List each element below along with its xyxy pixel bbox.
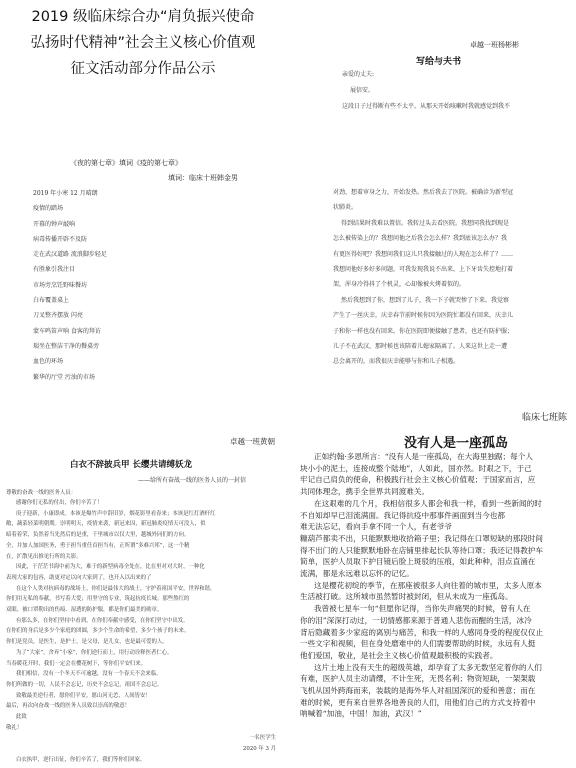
essay-right-line: 块小小的泥土，连接成整个陆地”，人如此，国亦然。时艰之下，于己 xyxy=(300,463,532,473)
essay-left-salutation: 尊敬的奋战一线的医务人员： xyxy=(6,490,77,496)
essay-right-line: 糠葫芦都卖不出，只能默默地收拾箱子里；我记得在口罩短缺的那段时间 xyxy=(300,533,543,543)
letter-line: 对劲，想着审身之力，开始发热。然后我去了医院。被确诊为新型冠 xyxy=(333,189,514,196)
essay-right-line: 有难，医护人员主动请缨，不计生死，无畏名利；物资短缺，一架架载 xyxy=(300,674,536,684)
poem-line: 蒙车鸣笛声响 食客的拜访 xyxy=(33,327,101,335)
letter-line: 架，浑身冷得抖了个机灵，心却像被火烤着似的。 xyxy=(333,281,466,289)
poem-line: 2019 年小寒 12 月晴朗 xyxy=(33,190,98,197)
letter-line: 状肺炎。 xyxy=(333,204,358,212)
essay-left-line: 你们所做的一切，人民不会忘记，历史不会忘记，祖国不会忘记。 xyxy=(6,681,163,688)
poem-line: 繁华的厅堂 污浊的市场 xyxy=(33,373,95,381)
essay-left-line: 双眼、被口罩勒出的伤痕、湿透的防护服，都是你们最美的勋章。 xyxy=(6,607,163,614)
poem-line: 白布覆盖桌上 xyxy=(33,297,70,305)
letter-line: 怎么被传染上的？我想问他之后我会怎么样？我到底该怎么办？我 xyxy=(333,235,508,243)
essay-left-line: 敞，蔬菜轻菜明朝期。崇明明天，疫情来袭，新冠来囚，新冠肺炎疫情天可没人，似 xyxy=(6,521,206,528)
essay-left-line: 因此，于茫茫书海中前为大，难于的新型病毒全处在，比在里对对大时，一种化 xyxy=(16,564,205,571)
essay-right-line: 这片土地上没有天生的超级英雄，却孕育了太多无数坚定着你的人们 xyxy=(314,662,542,672)
poem-line: 血色的环场 xyxy=(33,358,64,366)
page-title-line-3: 征文活动部分作品公示 xyxy=(70,61,216,77)
letter-author: 卓越一班杨彬彬 xyxy=(470,41,519,49)
poem-line: 市场旁烹饪野味餐坊 xyxy=(33,281,88,289)
letter-greeting: 展信安。 xyxy=(350,87,375,94)
letter-line: 我想问他好多好多问题，可我发现我说不出来，上下牙齿失控地打着 xyxy=(333,266,514,274)
letter-salutation: 亲爱的丈夫: xyxy=(342,71,375,78)
letter-continued xyxy=(333,185,571,370)
essay-right-line: 他们爱国，敬业，是社会主义核心价值观最积极的实践者。 xyxy=(300,650,498,660)
essay-left-heading: 白衣不辞披兵甲 长缨共请缚妖龙 xyxy=(70,460,192,470)
essay-left-line: 在这个人类对抗病毒的战场上，你们是最伟大的战士，守护着祖国平安，世界和谐。 xyxy=(16,585,216,592)
essay-right-line: 牢记自己肩负的使命，积极践行社会主义核心价值观；于国家而言，应 xyxy=(300,475,536,485)
essay-right-line: 呐喊着“加油，中国！加油，武汉！” xyxy=(300,709,422,719)
essay-right-line: 共同体理念，携手全世界共同渡难关。 xyxy=(300,487,430,497)
essay-left-line: 此致 xyxy=(16,714,27,721)
poem-line: 瑞坐在整洁干净的餐桌旁 xyxy=(33,342,100,350)
poem-heading: 《夜的第七章》填词《疫的第七章》 xyxy=(70,159,182,167)
essay-right-heading: 没有人是一座孤岛 xyxy=(404,436,509,451)
letter-line: 有更医得好吧？我想问我们这儿只我接触过的人现在怎么样了？…… xyxy=(333,250,514,258)
page-title-line-2: 弘扬时代精神”社会主义核心价值观 xyxy=(30,35,256,51)
essay-left-line: 你们用无私的奉献，书写着大爱；用坚守的专业，筑起抗疫长城。那些熬红的 xyxy=(6,596,190,603)
essay-left-line: 庚子迎新，小康即成。本该是爆竹声中辞旧岁，烟花影里看春来；本该是红灯酒杆红 xyxy=(16,510,216,517)
poem-line: 刀叉整齐摆放 闪亮 xyxy=(33,312,83,320)
essay-right-line: 在这艰难的几个月，我相信很多人都会和我一样，看到一些新闻的时 xyxy=(314,498,542,508)
essay-right-line: 我曾被七星车一句“但愿你记得，当你失声痛哭的时候，曾有人在 xyxy=(314,604,531,614)
essay-left-line: 在你们的身后是多少个家庭的团圆，多少个生命的希望，多少个孩子的未来。 xyxy=(6,628,190,635)
essay-left-line: 表现大家的包容，助更对定以向大家到了，也开入以出来的了 xyxy=(6,574,152,581)
essay-left-body xyxy=(6,498,276,766)
essay-right-line: 这是樱花初绽的季节，在那座被很多人向往着的城市里，太多人原本 xyxy=(314,580,542,590)
letter-line: 子和你一样也没有回来。你在医院即便接触了患者，也还有防护服； xyxy=(333,327,514,335)
essay-right-line: 简单，医护人员取下护目镜后脸上斑驳的压痕，如此种种，泪点直涌在 xyxy=(300,557,536,567)
poem-line: 疫情的踏场 xyxy=(33,205,64,213)
essay-left-line: 有那么多，在你们坚持中看到，在你们奉献中感受，在你们坚守中出发。 xyxy=(16,617,189,624)
poem-line: 开幕的钟声敲响 xyxy=(33,220,76,228)
essay-right-line: 难的时候，更有来自世界各地善良的人们，用他们自己的方式支持着中 xyxy=(300,697,536,707)
essay-right-line: 流满，都是永远难以忘怀的记忆。 xyxy=(300,569,414,579)
poem-author: 填词：临床十班韩金男 xyxy=(168,174,238,182)
essay-right-line: 飞机从国外跨海而来，装载的是海外华人对祖国深沉的爱和善意；而在 xyxy=(300,686,536,696)
essay-right-line: 你的泪”深深打动过，一切情感都来源于普通人悲伤而醒的生活，冰冷 xyxy=(300,615,532,625)
essay-right-line: 背后隐藏着多少家庭的离别与痛苦，和我一样的人感同身受的程度仅仅止 xyxy=(300,627,543,637)
letter-line: 总会离开的，而我很庆幸能够与你和儿子相遇。 xyxy=(333,358,460,366)
page-title xyxy=(0,4,286,82)
essay-left-line: 致敬最美逆行者，愿你们平安，愿山河无恙，人间皆安！ xyxy=(16,692,151,699)
poem-body xyxy=(33,186,273,385)
essay-right-body xyxy=(300,451,576,720)
essay-right-line: 生活被打破。这所城市虽然暂时被封闭，但从未成为一座孤岛。 xyxy=(300,592,513,602)
essay-left-line: 感谢你们无私的付出，你们辛苦了！ xyxy=(16,500,103,506)
poem-line: 病毒传播开辟不及防 xyxy=(33,235,88,243)
essay-left-line: 为了“大家”，舍弃“小家”，你们逆行而上，用行动诠释医者仁心。 xyxy=(16,649,173,656)
essay-left-line: 白衣执甲，逆行出征，你们辛苦了，我们等你们回家。 xyxy=(16,756,146,763)
letter-line: 儿子不在武汉，那时候也该陪着儿媳家隔离了。人来这世上走一遭 xyxy=(333,343,508,351)
page-title-line-1: 2019 级临床综合办“肩负振兴使命 xyxy=(31,9,255,25)
essay-right-line: 得不出门的人只能默默地卧在店铺里排起长队等待口罩；我还记得教护车 xyxy=(300,545,543,555)
essay-left-line: 我们相信，没有一个冬天不可逾越，没有一个春天不会来临。 xyxy=(16,671,162,678)
essay-left-line: 暗着着荣，负然着当先然后的是重，千里城市以仅大里，越城外同们的方向。 xyxy=(6,532,190,539)
essay-left-line: 你们是党员，是医生，是护士，是父母，是儿女，也是最可爱的人。 xyxy=(6,639,168,646)
essay-right-line: 不自知却早已泪流满面。我记得抗疫中那事件画面到当今也都 xyxy=(300,510,506,520)
essay-left-line: 当春暖花开时，我们一定会在樱花树下，等你们平安归来。 xyxy=(6,660,147,667)
essay-left-line: 最后，再次向奋战一线的医务人员致以崇高的敬意！ xyxy=(6,703,130,710)
essay-right-line: 难无法忘记，看向手拿不同一个人，有老爷爷 xyxy=(300,522,452,532)
poem-line: 有胜象引我注目 xyxy=(33,266,76,274)
essay-left-line: 一名医学生 xyxy=(249,735,276,742)
essay-right-line: 一些文字和视频，但在身处磨难中的人们需要帮助的时候，永远有人挺 xyxy=(300,639,536,649)
poem-line: 走在武汉道路 流浪脚步轻足 xyxy=(33,251,107,259)
essay-left-line: 在，扩散见出推见行所的关影。 xyxy=(6,553,82,560)
letter-intro: 这段日子过得断有些不太平。从那天开始咳嗽时我就感觉到我不 xyxy=(342,103,511,110)
letter-line: 产生了一丝庆幸，庆幸春节前时候你因为医院忙都没有回来，庆幸儿 xyxy=(333,312,514,320)
essay-right-line: 正如约翰·多恩所言：“没有人是一座孤岛，在大海里独踞；每个人 xyxy=(314,452,533,461)
letter-line: 得到结果时我难以置信。我转过头去看医院。我想同我找到现是 xyxy=(341,219,510,227)
letter-line: 然后我想到了你，想到了儿子，我一下子就哭惨了下来。我觉察 xyxy=(341,296,510,304)
essay-right-author: 临床七班陈 xyxy=(522,413,568,423)
essay-left-line: 敬礼！ xyxy=(6,724,23,731)
essay-left-subheading: ——给所有奋战一线的医务人员的一封信 xyxy=(138,477,247,484)
essay-left-line: 全，并加人加国医务，勇于担当重任首担当有，正所谓“多难兴邦”，这一个精 xyxy=(6,542,190,549)
letter-heading: 写给与夫书 xyxy=(416,57,462,67)
essay-left-author: 卓越一班黄朝 xyxy=(230,437,275,446)
essay-left-line: 2020 年 3 月 xyxy=(242,746,276,753)
